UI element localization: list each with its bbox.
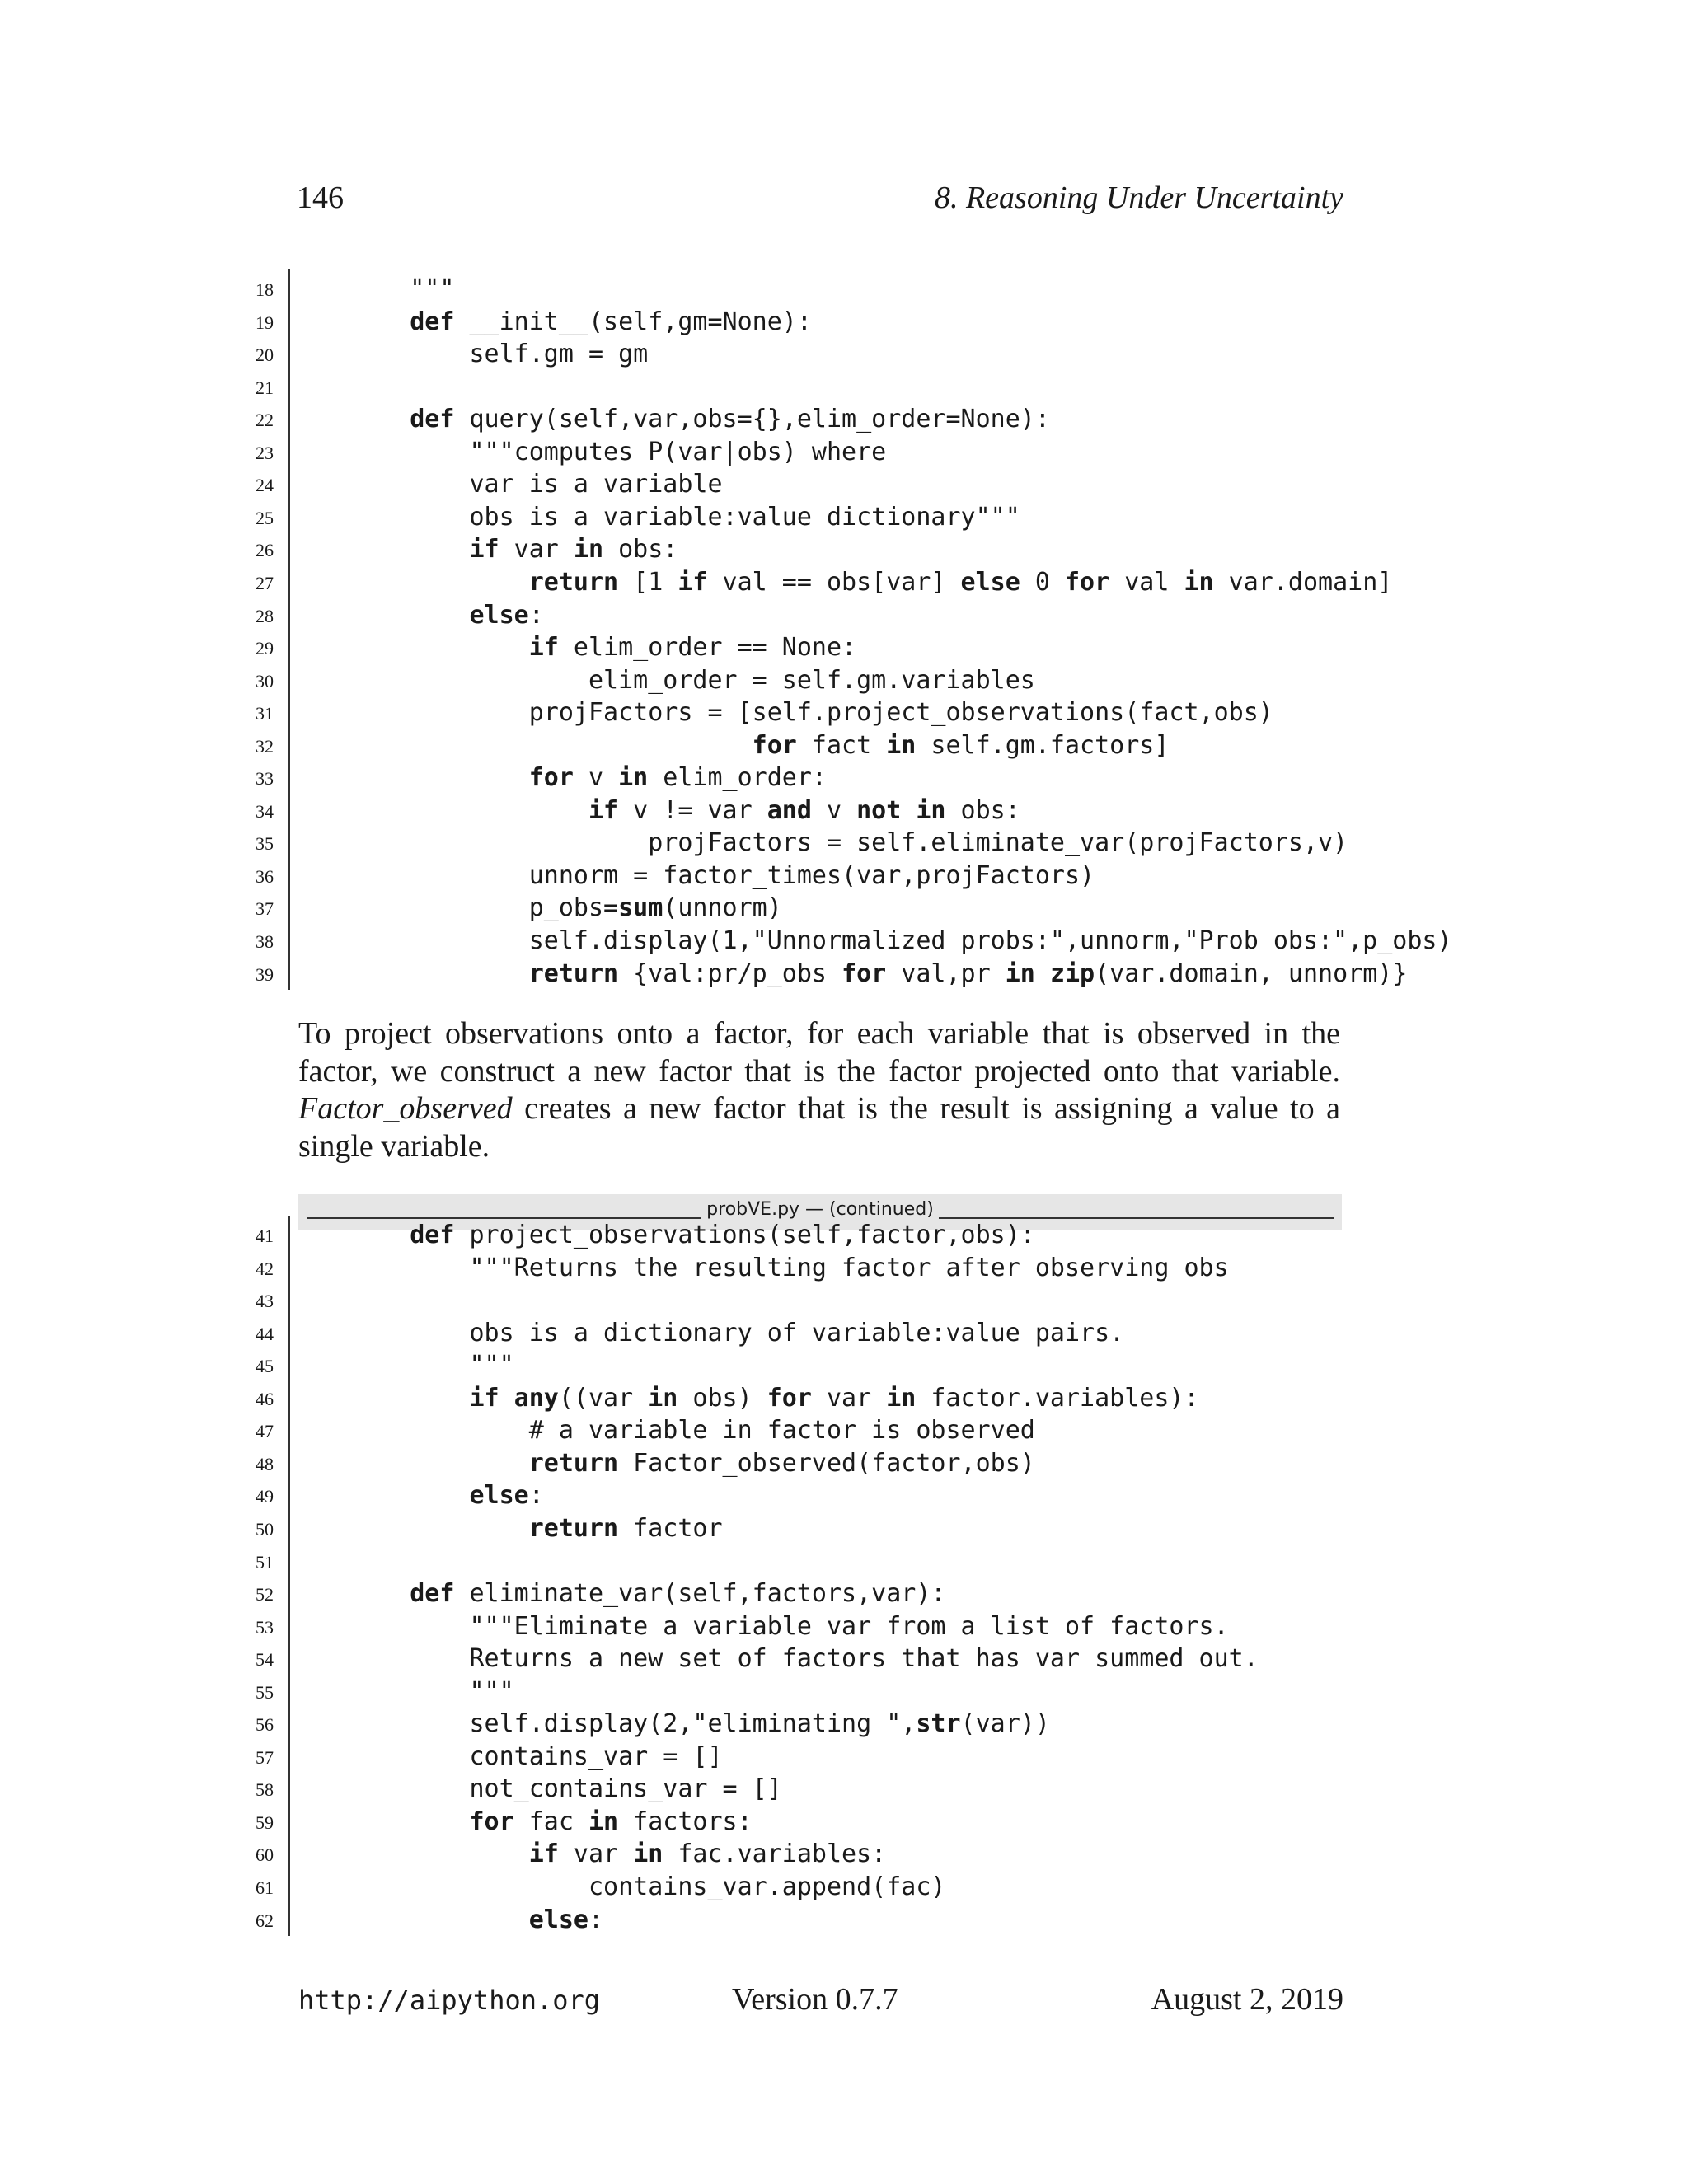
code-token: (unnorm) (663, 893, 782, 923)
code-token: elim_order = self.gm.variables (350, 665, 1035, 695)
code-text (350, 664, 1035, 697)
code-token: v (573, 763, 619, 793)
line-number: 44 (256, 1323, 274, 1344)
line-number: 47 (256, 1421, 274, 1442)
keyword: in (1184, 567, 1214, 597)
code-line (0, 599, 1688, 632)
keyword: for (528, 763, 574, 793)
code-token: fact (796, 730, 887, 760)
code-listing-top (0, 273, 1688, 990)
line-number: 22 (256, 410, 274, 431)
code-line (0, 273, 1688, 306)
code-line (0, 1643, 1688, 1675)
code-line (0, 1479, 1688, 1512)
keyword: zip (1049, 958, 1095, 988)
code-text (350, 338, 648, 371)
line-number: 21 (256, 377, 274, 398)
code-line (0, 1382, 1688, 1415)
line-number: 57 (256, 1746, 274, 1768)
code-token: __init__(self,gm=None): (454, 307, 812, 336)
code-token: obs) (678, 1383, 767, 1413)
code-token: : (588, 1905, 604, 1934)
code-line (0, 1610, 1688, 1643)
code-text (350, 1643, 1259, 1675)
code-token: val == obs[var] (707, 567, 961, 597)
line-number: 33 (256, 768, 274, 790)
keyword: any (513, 1383, 559, 1413)
code-token (350, 1221, 410, 1249)
keyword: in (573, 535, 604, 565)
code-identifier: Factor_observed (298, 1091, 513, 1126)
code-token: contains_var = [] (350, 1741, 723, 1771)
code-text (350, 1610, 1229, 1643)
code-token (350, 1807, 470, 1836)
code-line (0, 1838, 1688, 1871)
code-line (0, 501, 1688, 534)
keyword: return (528, 1513, 619, 1543)
keyword: for (842, 958, 887, 988)
keyword: def (410, 1579, 455, 1609)
code-text (350, 306, 812, 339)
line-number: 41 (256, 1226, 274, 1246)
code-line (0, 860, 1688, 893)
code-token: (var.domain, unnorm)} (1095, 958, 1408, 988)
body-paragraph (298, 1015, 1340, 1165)
code-text (350, 1838, 886, 1871)
paragraph-text: creates a new factor that is the result is assigning a value to a (512, 1091, 1340, 1126)
code-token: query(self,var,obs={},elim_order=None): (454, 405, 1050, 434)
code-token: p_obs= (350, 893, 619, 923)
code-token: Returns a new set of factors that has var summed out. (350, 1644, 1259, 1674)
line-number: 29 (256, 638, 274, 659)
code-token: : (528, 600, 544, 630)
line-number: 24 (256, 475, 274, 496)
code-token (350, 1905, 529, 1934)
line-number: 31 (256, 703, 274, 724)
code-text (350, 827, 1348, 860)
paragraph-line: single variable. (298, 1128, 490, 1164)
code-text (350, 696, 1273, 729)
code-token: var (811, 1383, 887, 1413)
keyword: str (916, 1709, 961, 1739)
code-token (350, 633, 529, 662)
code-text (350, 729, 1169, 762)
code-line (0, 1414, 1688, 1447)
keyword: def (410, 1221, 455, 1249)
line-number: 20 (256, 344, 274, 366)
code-text (350, 1871, 945, 1904)
code-token: not_contains_var = [] (350, 1774, 782, 1804)
code-text (350, 860, 1095, 893)
code-text (350, 762, 827, 794)
code-text (350, 1349, 514, 1382)
code-text (350, 468, 723, 501)
code-text (350, 403, 1050, 436)
code-text (350, 1904, 603, 1937)
line-number: 58 (256, 1779, 274, 1801)
code-text (350, 1675, 514, 1708)
code-line (0, 1904, 1688, 1937)
code-text (350, 794, 1020, 827)
code-line (0, 794, 1688, 827)
code-line (0, 1806, 1688, 1839)
code-token: var (499, 535, 574, 565)
line-number: 35 (256, 833, 274, 855)
code-text (350, 1741, 723, 1774)
code-token: elim_order: (648, 763, 827, 793)
line-number: 48 (256, 1453, 274, 1474)
code-token: factor.variables): (916, 1383, 1199, 1413)
line-number: 30 (256, 670, 274, 691)
keyword: in (916, 795, 946, 825)
line-number: 50 (256, 1518, 274, 1540)
code-token: obs: (945, 795, 1020, 825)
code-token: var.domain] (1213, 567, 1393, 597)
keyword: if (469, 535, 499, 565)
code-line (0, 1708, 1688, 1741)
code-token: [1 (618, 567, 678, 597)
code-token (350, 1449, 529, 1478)
code-text (350, 631, 856, 664)
code-text (350, 436, 886, 469)
keyword: if (678, 567, 708, 597)
keyword: for (752, 730, 797, 760)
code-text (350, 273, 454, 306)
code-line (0, 1675, 1688, 1708)
code-listing-bottom (0, 1219, 1688, 1936)
code-token: """Eliminate a variable var from a list of factors. (350, 1611, 1229, 1641)
line-number: 37 (256, 898, 274, 920)
paragraph-line (298, 1090, 1340, 1128)
code-text (350, 1219, 1035, 1252)
line-number: 18 (256, 279, 274, 300)
code-text (350, 1708, 1050, 1741)
page-number: 146 (297, 180, 344, 215)
code-token: obs is a dictionary of variable:value pairs. (350, 1318, 1125, 1347)
code-line (0, 338, 1688, 371)
code-token (350, 535, 470, 564)
code-token: Factor_observed(factor,obs) (618, 1448, 1035, 1478)
code-line (0, 1317, 1688, 1350)
code-token (350, 796, 588, 825)
code-token: {val:pr/p_obs (618, 958, 842, 988)
code-line (0, 371, 1688, 404)
chapter-running-head: 8. Reasoning Under Uncertainty (934, 180, 1343, 215)
keyword: in (1005, 958, 1035, 988)
line-number: 23 (256, 442, 274, 463)
code-line (0, 566, 1688, 599)
line-number: 26 (256, 540, 274, 561)
code-token (350, 405, 410, 434)
keyword: if (528, 1840, 559, 1869)
line-number: 60 (256, 1844, 274, 1866)
code-token (350, 1579, 410, 1608)
keyword: sum (618, 893, 663, 923)
code-token: projFactors = self.eliminate_var(projFactors,v) (350, 828, 1348, 858)
code-text (350, 892, 782, 925)
code-token: """Returns the resulting factor after observing obs (350, 1253, 1229, 1282)
code-token (499, 1384, 514, 1413)
code-text (350, 958, 1407, 991)
code-token (350, 1481, 470, 1510)
keyword: for (767, 1383, 812, 1413)
code-line (0, 729, 1688, 762)
code-line (0, 1545, 1688, 1578)
code-line (0, 1773, 1688, 1806)
code-token: val,pr (886, 958, 1006, 988)
line-number: 27 (256, 572, 274, 593)
listing-filename-label: probVE.py — (continued) (701, 1199, 939, 1220)
code-token: self.gm = gm (350, 340, 649, 369)
code-token: : (528, 1481, 544, 1511)
line-number: 32 (256, 735, 274, 757)
code-token: v != var (618, 795, 767, 825)
line-number: 25 (256, 507, 274, 528)
code-token: fac (513, 1807, 588, 1836)
code-token: 0 (1020, 567, 1065, 597)
keyword: and (767, 795, 812, 825)
code-line (0, 631, 1688, 664)
code-text (350, 1252, 1229, 1285)
line-number: 62 (256, 1910, 274, 1931)
code-token (350, 763, 529, 792)
code-token: """computes P(var|obs) where (350, 437, 887, 466)
code-line (0, 1219, 1688, 1252)
code-line (0, 533, 1688, 566)
keyword: else (528, 1905, 588, 1934)
code-token: obs is a variable:value dictionary""" (350, 502, 1020, 532)
keyword: not (856, 795, 902, 825)
line-number: 54 (256, 1649, 274, 1671)
line-number: 56 (256, 1714, 274, 1736)
paragraph-line: factor, we construct a new factor that is the factor projected onto that variable. (298, 1053, 1340, 1089)
code-token: factor (618, 1513, 723, 1543)
code-text (350, 1773, 782, 1806)
line-number: 34 (256, 800, 274, 822)
line-number: 38 (256, 931, 274, 952)
code-line (0, 468, 1688, 501)
code-line (0, 762, 1688, 794)
code-line (0, 1349, 1688, 1382)
code-token (350, 1384, 470, 1413)
code-line (0, 1871, 1688, 1904)
code-token: eliminate_var(self,factors,var): (454, 1579, 946, 1609)
code-line (0, 958, 1688, 991)
code-token: self.display(1,"Unnormalized probs:",unnorm,"Prob obs:",p_obs) (350, 926, 1452, 955)
code-token (350, 1514, 529, 1543)
code-token (350, 307, 410, 336)
line-number: 39 (256, 963, 274, 985)
code-text (350, 1479, 544, 1512)
keyword: in (886, 1383, 917, 1413)
code-token: """ (350, 274, 455, 303)
keyword: if (588, 795, 619, 825)
keyword: else (960, 567, 1020, 597)
code-text (350, 925, 1452, 958)
keyword: in (648, 1383, 678, 1413)
code-text (350, 1447, 1035, 1480)
code-line (0, 403, 1688, 436)
keyword: return (528, 1448, 619, 1478)
keyword: if (528, 633, 559, 663)
code-token: v (811, 795, 857, 825)
line-number: 53 (256, 1616, 274, 1638)
code-line (0, 696, 1688, 729)
keyword: return (528, 958, 619, 988)
code-token: contains_var.append(fac) (350, 1872, 946, 1901)
code-token (350, 731, 753, 760)
code-line (0, 306, 1688, 339)
code-token: projFactors = [self.project_observations(fact,obs) (350, 698, 1273, 728)
code-text (350, 1512, 723, 1545)
code-token: elim_order == None: (558, 633, 857, 663)
keyword: else (469, 600, 529, 630)
line-number: 28 (256, 605, 274, 626)
code-text (350, 1382, 1199, 1415)
code-token: unnorm = factor_times(var,projFactors) (350, 860, 1095, 890)
code-line (0, 1284, 1688, 1317)
code-token: obs: (603, 535, 678, 565)
line-number: 61 (256, 1877, 274, 1898)
keyword: in (886, 730, 917, 760)
footer-date: August 2, 2019 (1151, 1982, 1343, 2017)
keyword: def (410, 307, 455, 336)
code-line (0, 1741, 1688, 1774)
line-number: 36 (256, 865, 274, 887)
line-number: 43 (256, 1291, 274, 1312)
footer-version: Version 0.7.7 (732, 1982, 898, 2017)
code-token: val (1109, 567, 1184, 597)
line-number: 52 (256, 1584, 274, 1605)
line-number: 49 (256, 1486, 274, 1507)
code-line (0, 1512, 1688, 1545)
keyword: for (469, 1807, 514, 1836)
code-token: factors: (618, 1807, 753, 1836)
code-token: fac.variables: (663, 1840, 887, 1869)
code-line (0, 1447, 1688, 1480)
code-token: self.display(2,"eliminating ", (350, 1709, 917, 1739)
footer-url: http://aipython.org (298, 1985, 601, 2016)
code-token (901, 796, 916, 825)
keyword: for (1064, 567, 1110, 597)
paragraph-line: To project observations onto a factor, for each variable that is observed in the (298, 1016, 1340, 1051)
code-token: var is a variable (350, 470, 723, 499)
code-text (350, 533, 678, 566)
code-token (350, 959, 529, 988)
keyword: in (618, 763, 649, 793)
line-number: 45 (256, 1356, 274, 1377)
line-number: 51 (256, 1551, 274, 1572)
code-token: """ (350, 1351, 514, 1380)
line-number: 55 (256, 1681, 274, 1703)
code-line (0, 436, 1688, 469)
code-token: self.gm.factors] (916, 730, 1170, 760)
keyword: def (410, 405, 455, 434)
code-token (350, 568, 529, 597)
code-token: """ (350, 1676, 514, 1706)
code-token (350, 1840, 529, 1868)
keyword: in (633, 1840, 663, 1869)
line-number: 19 (256, 312, 274, 333)
keyword: if (469, 1383, 499, 1413)
code-text (350, 1577, 945, 1610)
keyword: else (469, 1481, 529, 1511)
code-line (0, 925, 1688, 958)
code-text (350, 1414, 1035, 1447)
code-token: # a variable in factor is observed (350, 1416, 1035, 1446)
code-token: var (558, 1840, 634, 1869)
line-number: 59 (256, 1811, 274, 1833)
code-token: project_observations(self,factor,obs): (454, 1221, 1035, 1249)
code-token: ((var (558, 1383, 649, 1413)
code-token (350, 601, 470, 630)
code-text (350, 566, 1392, 599)
code-token: (var)) (960, 1709, 1050, 1739)
keyword: return (528, 567, 619, 597)
code-line (0, 1252, 1688, 1285)
keyword: in (588, 1807, 619, 1836)
code-text (350, 501, 1020, 534)
code-text (350, 599, 544, 632)
code-line (0, 892, 1688, 925)
code-token (1035, 959, 1050, 988)
code-text (350, 1317, 1124, 1350)
code-line (0, 1577, 1688, 1610)
line-number: 46 (256, 1388, 274, 1409)
code-line (0, 827, 1688, 860)
line-number: 42 (256, 1258, 274, 1279)
code-line (0, 664, 1688, 697)
code-text (350, 1806, 753, 1839)
